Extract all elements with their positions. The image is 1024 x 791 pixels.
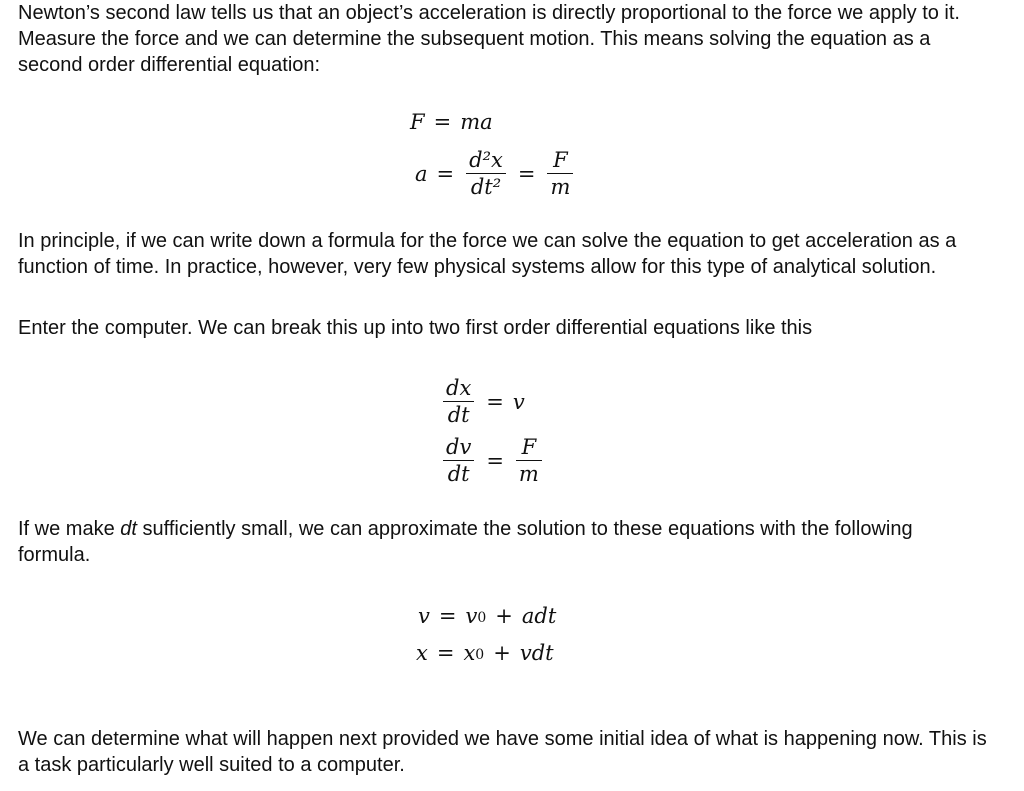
paragraph-approximation [18,516,988,568]
paragraph-principle: In principle, if we can write down a formula for the force we can solve the equation to get acceleration as a function of time. In practice, however, very few physical systems allow for this type of analytical solution. [18,230,957,278]
equation-dvdt [440,434,545,487]
eq-dxdt-op: = [486,389,504,414]
eq-dvdt-denominator: dt [447,462,470,486]
eq-position-plus: + [493,641,511,665]
eq-accel-fraction-d2x-dt2 [463,147,509,200]
eq-velocity-lhs: v [418,604,430,628]
eq-position-term: vdt [519,641,554,665]
paragraph-intro: Newton’s second law tells us that an object’s acceleration is directly proportional to the force we apply to it. Measure the force and we can determine the subsequent motion. This means solving the equation as a second order differential equation: [18,2,960,76]
eq-dvdt-op: = [486,448,504,473]
equation-position [416,641,554,665]
eq-dxdt-numerator: dx [446,376,472,400]
eq-dxdt-fraction [440,375,477,428]
eq-accel-op2: = [517,161,536,186]
eq-accel-frac1-denominator: dt² [470,175,502,199]
document [18,0,1008,791]
eq-accel-frac2-denominator: m [550,175,571,199]
eq-position-lhs: x [416,641,428,665]
eq-accel-lhs: a [415,161,428,186]
equation-dxdt [440,375,525,428]
approx-dt: dt [120,518,137,540]
eq-velocity-plus: + [495,604,513,628]
eq-dxdt-rhs: v [512,389,525,414]
paragraph-computer: Enter the computer. We can break this up into two first order differential equations like this [18,317,813,339]
paragraph-closing: We can determine what will happen next provided we have some initial idea of what is happening now. This is a task particularly well suited to a computer. [18,728,987,776]
eq-newton-rhs: ma [460,110,493,134]
eq-dvdt-rhs-numerator: F [521,435,537,459]
eq-dvdt-rhs-denominator: m [518,462,539,486]
eq-newton-lhs: F [410,110,425,134]
eq-velocity-v0-subscript: 0 [477,610,487,626]
approx-suffix: sufficiently small, we can approximate the solution to these equations with the following formula. [18,518,913,566]
equation-velocity [418,604,556,628]
equation-acceleration [415,147,576,200]
eq-position-x0-base: x [463,641,476,665]
eq-dvdt-rhs-fraction [513,434,545,487]
eq-dvdt-fraction [440,434,477,487]
equation-newton [410,110,493,134]
eq-position-op: = [436,641,455,665]
eq-accel-fraction-f-m [544,147,576,200]
eq-accel-frac1-numerator: d²x [469,148,503,172]
eq-velocity-op: = [438,604,457,628]
eq-accel-frac2-numerator: F [553,148,568,172]
eq-velocity-term: adt [521,604,557,628]
eq-accel-op1: = [436,161,455,186]
eq-dvdt-numerator: dv [446,435,472,459]
eq-position-x0-subscript: 0 [475,647,485,663]
eq-dxdt-denominator: dt [447,403,470,427]
approx-prefix: If we make [18,518,121,540]
eq-newton-op: = [433,110,452,134]
eq-velocity-v0-base: v [465,604,478,628]
